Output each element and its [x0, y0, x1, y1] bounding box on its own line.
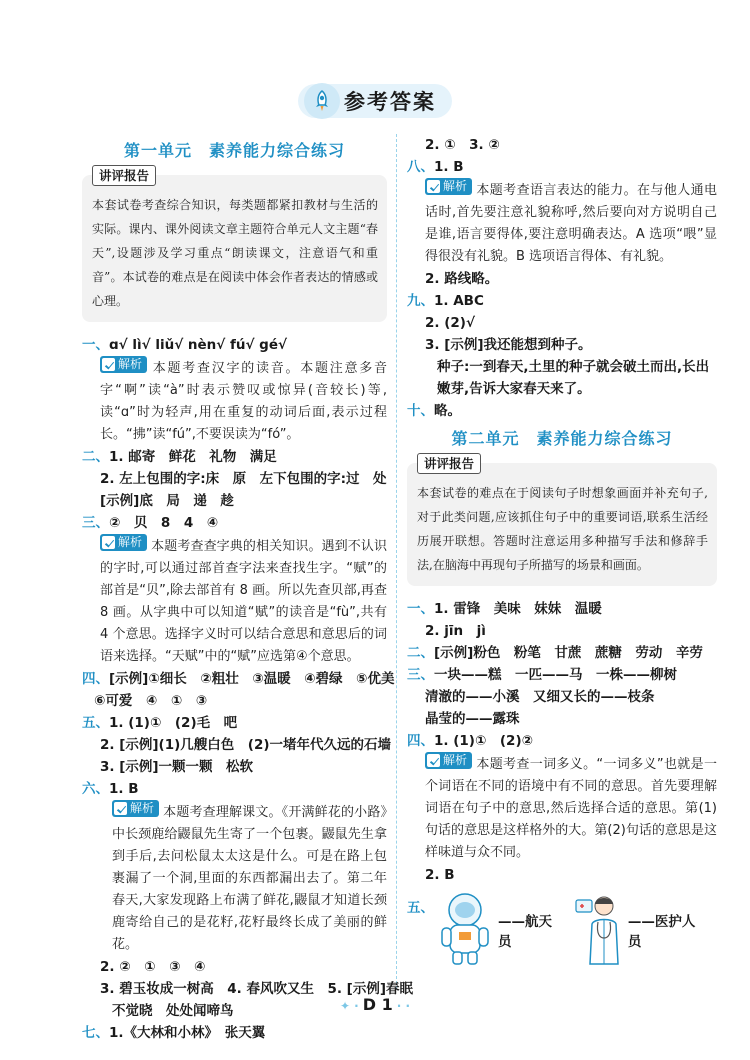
section-number: 十、: [407, 403, 434, 419]
section-number: 七、: [82, 1025, 109, 1041]
figure-label: ——医护人员: [627, 914, 696, 950]
answer-9: [407, 290, 717, 312]
analysis-tag: 解析: [425, 752, 472, 769]
answer-text: 一块——糕 一匹——马 一株——柳树: [434, 667, 677, 683]
answer-text: 1.《大林和小林》 张天翼: [109, 1025, 266, 1041]
figure-astronaut: [434, 890, 560, 970]
analysis-text: 本题考查语言表达的能力。在与他人通电话时,首先要注意礼貌称呼,然后要向对方说明自己是谁,语言要得体,要注意明确表达。A 选项“喂”显得很没有礼貌。B 选项语言得体、有礼貌。: [425, 183, 717, 264]
section-number: 六、: [82, 781, 109, 797]
answer-text: ② 贝 8 4 ④: [109, 515, 219, 531]
analysis-6: [82, 800, 387, 956]
answer-text: [示例]①细长 ②粗壮 ③温暖 ④碧绿 ⑤优美: [109, 671, 395, 687]
right-column: [407, 134, 717, 970]
answer-line: 2. jīn jì: [425, 623, 486, 639]
answer-line: 2. [示例](1)几艘白色 (2)一堵年代久远的石墙: [100, 737, 392, 753]
answer-line: [示例]底 局 递 趁: [100, 493, 234, 509]
answer-line: 种子:一到春天,土里的种子就会破土而出,长出嫩芽,告诉大家春天来了。: [437, 359, 710, 397]
analysis-text: 本题考查汉字的读音。本题注意多音字“啊”读“à”时表示赞叹或惊异(音较长)等,读“ɑ”时为轻声,用在重复的动词后面,表示过程长。“拂”读“fú”,不要误读为“fó”。: [100, 361, 387, 442]
answer-2: [82, 446, 387, 468]
page-title: 参考答案: [344, 90, 436, 114]
report-box: [82, 168, 387, 322]
report-text: 本套试卷考查综合知识，每类题都紧扣教材与生活的实际。课内、课外阅读文章主题符合单元人文主题“春天”,设题涉及学习重点“朗读课文，注意语气和重音”。本试卷的难点是在阅读中体会作者表达的情感或心理。: [92, 198, 378, 308]
pen-icon: [102, 358, 115, 371]
section-number: 五、: [407, 900, 434, 916]
answer-line: 3. 碧玉妆成一树高 4. 春风吹又生 5. [示例]春眠: [100, 981, 414, 997]
section-number: 八、: [407, 159, 434, 175]
report-tag: 讲评报告: [92, 165, 156, 186]
figure-doctor: [574, 890, 703, 970]
answer-text: 1. B: [434, 159, 464, 175]
doctor-icon: [574, 890, 626, 970]
rocket-icon: [304, 83, 340, 119]
analysis-tag: 解析: [425, 178, 472, 195]
analysis-text: 本题考查理解课文。《开满鲜花的小路》中长颈鹿给鼹鼠先生寄了一个包裹。鼹鼠先生拿到手后,去问松鼠太太这是什么。可是在路上包裹漏了一个洞,里面的东西都漏出去了。第二年春天,大家发现路上布满了鲜花,鼹鼠才知道长颈鹿寄给自己的是花籽,花籽最终长成了美丽的鲜花。: [112, 805, 387, 952]
answer-8: [407, 156, 717, 178]
left-column: [82, 134, 414, 1044]
answer-text: 1. (1)① (2)毛 吧: [109, 715, 238, 731]
answer-7: [82, 1022, 387, 1044]
section-number: 九、: [407, 293, 434, 309]
astronaut-icon: [434, 890, 496, 970]
analysis-3: [82, 534, 387, 668]
report-box: [407, 456, 717, 586]
analysis-tag: 解析: [100, 534, 147, 551]
answer-line: 3. [示例]我还能想到种子。: [425, 337, 592, 353]
answer-5: [82, 712, 387, 734]
u2-answer-5: [407, 890, 717, 970]
answer-line: 3. [示例]一颗一颗 松软: [100, 759, 254, 775]
answer-line: ⑥可爱 ④ ① ③: [94, 693, 208, 709]
u2-answer-2: [407, 642, 717, 664]
decor-dots: ✦ ·: [339, 999, 359, 1013]
answer-3: [82, 512, 387, 534]
section-number: 三、: [407, 667, 434, 683]
answer-6: [82, 778, 387, 800]
answer-text: 略。: [434, 403, 461, 419]
answer-line: 2. 左上包围的字:床 原 左下包围的字:过 处: [100, 471, 387, 487]
answer-text: [示例]粉色 粉笔 甘蔗 蔗糖 劳动 辛劳: [434, 645, 703, 661]
section-number: 一、: [82, 337, 109, 353]
figure-label: ——航天员: [498, 914, 552, 950]
column-divider: [396, 134, 397, 989]
section-number: 二、: [407, 645, 434, 661]
page-number: D 1: [362, 995, 393, 1014]
analysis-tag: 解析: [112, 800, 159, 817]
answer-text: ɑ√ lì√ liǔ√ nèn√ fú√ gé√: [109, 337, 287, 353]
report-tag: 讲评报告: [417, 453, 481, 474]
pen-icon: [114, 802, 127, 815]
answer-text: 1. 邮寄 鲜花 礼物 满足: [109, 449, 277, 465]
u2-analysis-4: [407, 752, 717, 864]
u2-answer-4: [407, 730, 717, 752]
page-footer: [0, 995, 750, 1014]
answer-4: [82, 668, 395, 690]
section-number: 一、: [407, 601, 434, 617]
section-number: 二、: [82, 449, 109, 465]
u2-answer-1: [407, 598, 717, 620]
pen-icon: [427, 754, 440, 767]
section-number: 四、: [82, 671, 109, 687]
answer-text: 1. 雷锋 美味 妹妹 温暖: [434, 601, 602, 617]
decor-dots: · ·: [396, 999, 411, 1013]
answer-line: 2. ① 3. ②: [425, 137, 500, 153]
section-number: 五、: [82, 715, 109, 731]
report-text: 本套试卷的难点在于阅读句子时想象画面并补充句子,对于此类问题,应该抓住句子中的重要词语,联系生活经历展开联想。答题时注意运用多种描写手法和修辞手法,在脑海中再现句子所描写的场景和画面。: [417, 486, 708, 572]
analysis-text: 本题考查查字典的相关知识。遇到不认识的字时,可以通过部首查字法来查找生字。“赋”的部首是“贝”,除去部首有 8 画。所以先查贝部,再查 8 画。从字典中可以知道“赋”的读音是“fù”,共有 4 个意思。选择字义时可以结合意思和意思后的词语来选择。“天赋”中的“赋”应选第④个意思。: [100, 539, 387, 664]
pen-icon: [102, 536, 115, 549]
answer-1: [82, 334, 387, 356]
analysis-tag: 解析: [100, 356, 147, 373]
section-number: 四、: [407, 733, 434, 749]
unit-title: 第二单元 素养能力综合练习: [451, 429, 673, 448]
answer-line: 晶莹的——露珠: [425, 711, 520, 727]
answer-text: 1. B: [109, 781, 139, 797]
page-header: [0, 84, 750, 118]
analysis-8: [407, 178, 717, 268]
u2-answer-3: [407, 664, 717, 686]
pen-icon: [427, 180, 440, 193]
answer-10: [407, 400, 717, 422]
answer-text: 1. (1)① (2)②: [434, 733, 534, 749]
analysis-text: 本题考查一词多义。“一词多义”也就是一个词语在不同的语境中有不同的意思。首先要理解词语在句子中的意思,然后选择合适的意思。第(1)句话的意思是这样格外的大。第(2)句话的意思是这样味道与众不同。: [425, 757, 717, 860]
unit-title: 第一单元 素养能力综合练习: [123, 141, 345, 160]
title-badge: [298, 84, 452, 118]
answer-line: 2. (2)√: [425, 315, 475, 331]
answer-line: 2. ② ① ③ ④: [100, 959, 206, 975]
section-number: 三、: [82, 515, 109, 531]
answer-line: 清澈的——小溪 又细又长的——枝条: [425, 689, 655, 705]
answer-text: 1. ABC: [434, 293, 484, 309]
answer-line: 2. B: [425, 867, 455, 883]
answer-line: 不觉晓 处处闻啼鸟: [112, 1003, 234, 1019]
analysis-1: [82, 356, 387, 446]
answer-line: 2. 路线略。: [425, 271, 499, 287]
